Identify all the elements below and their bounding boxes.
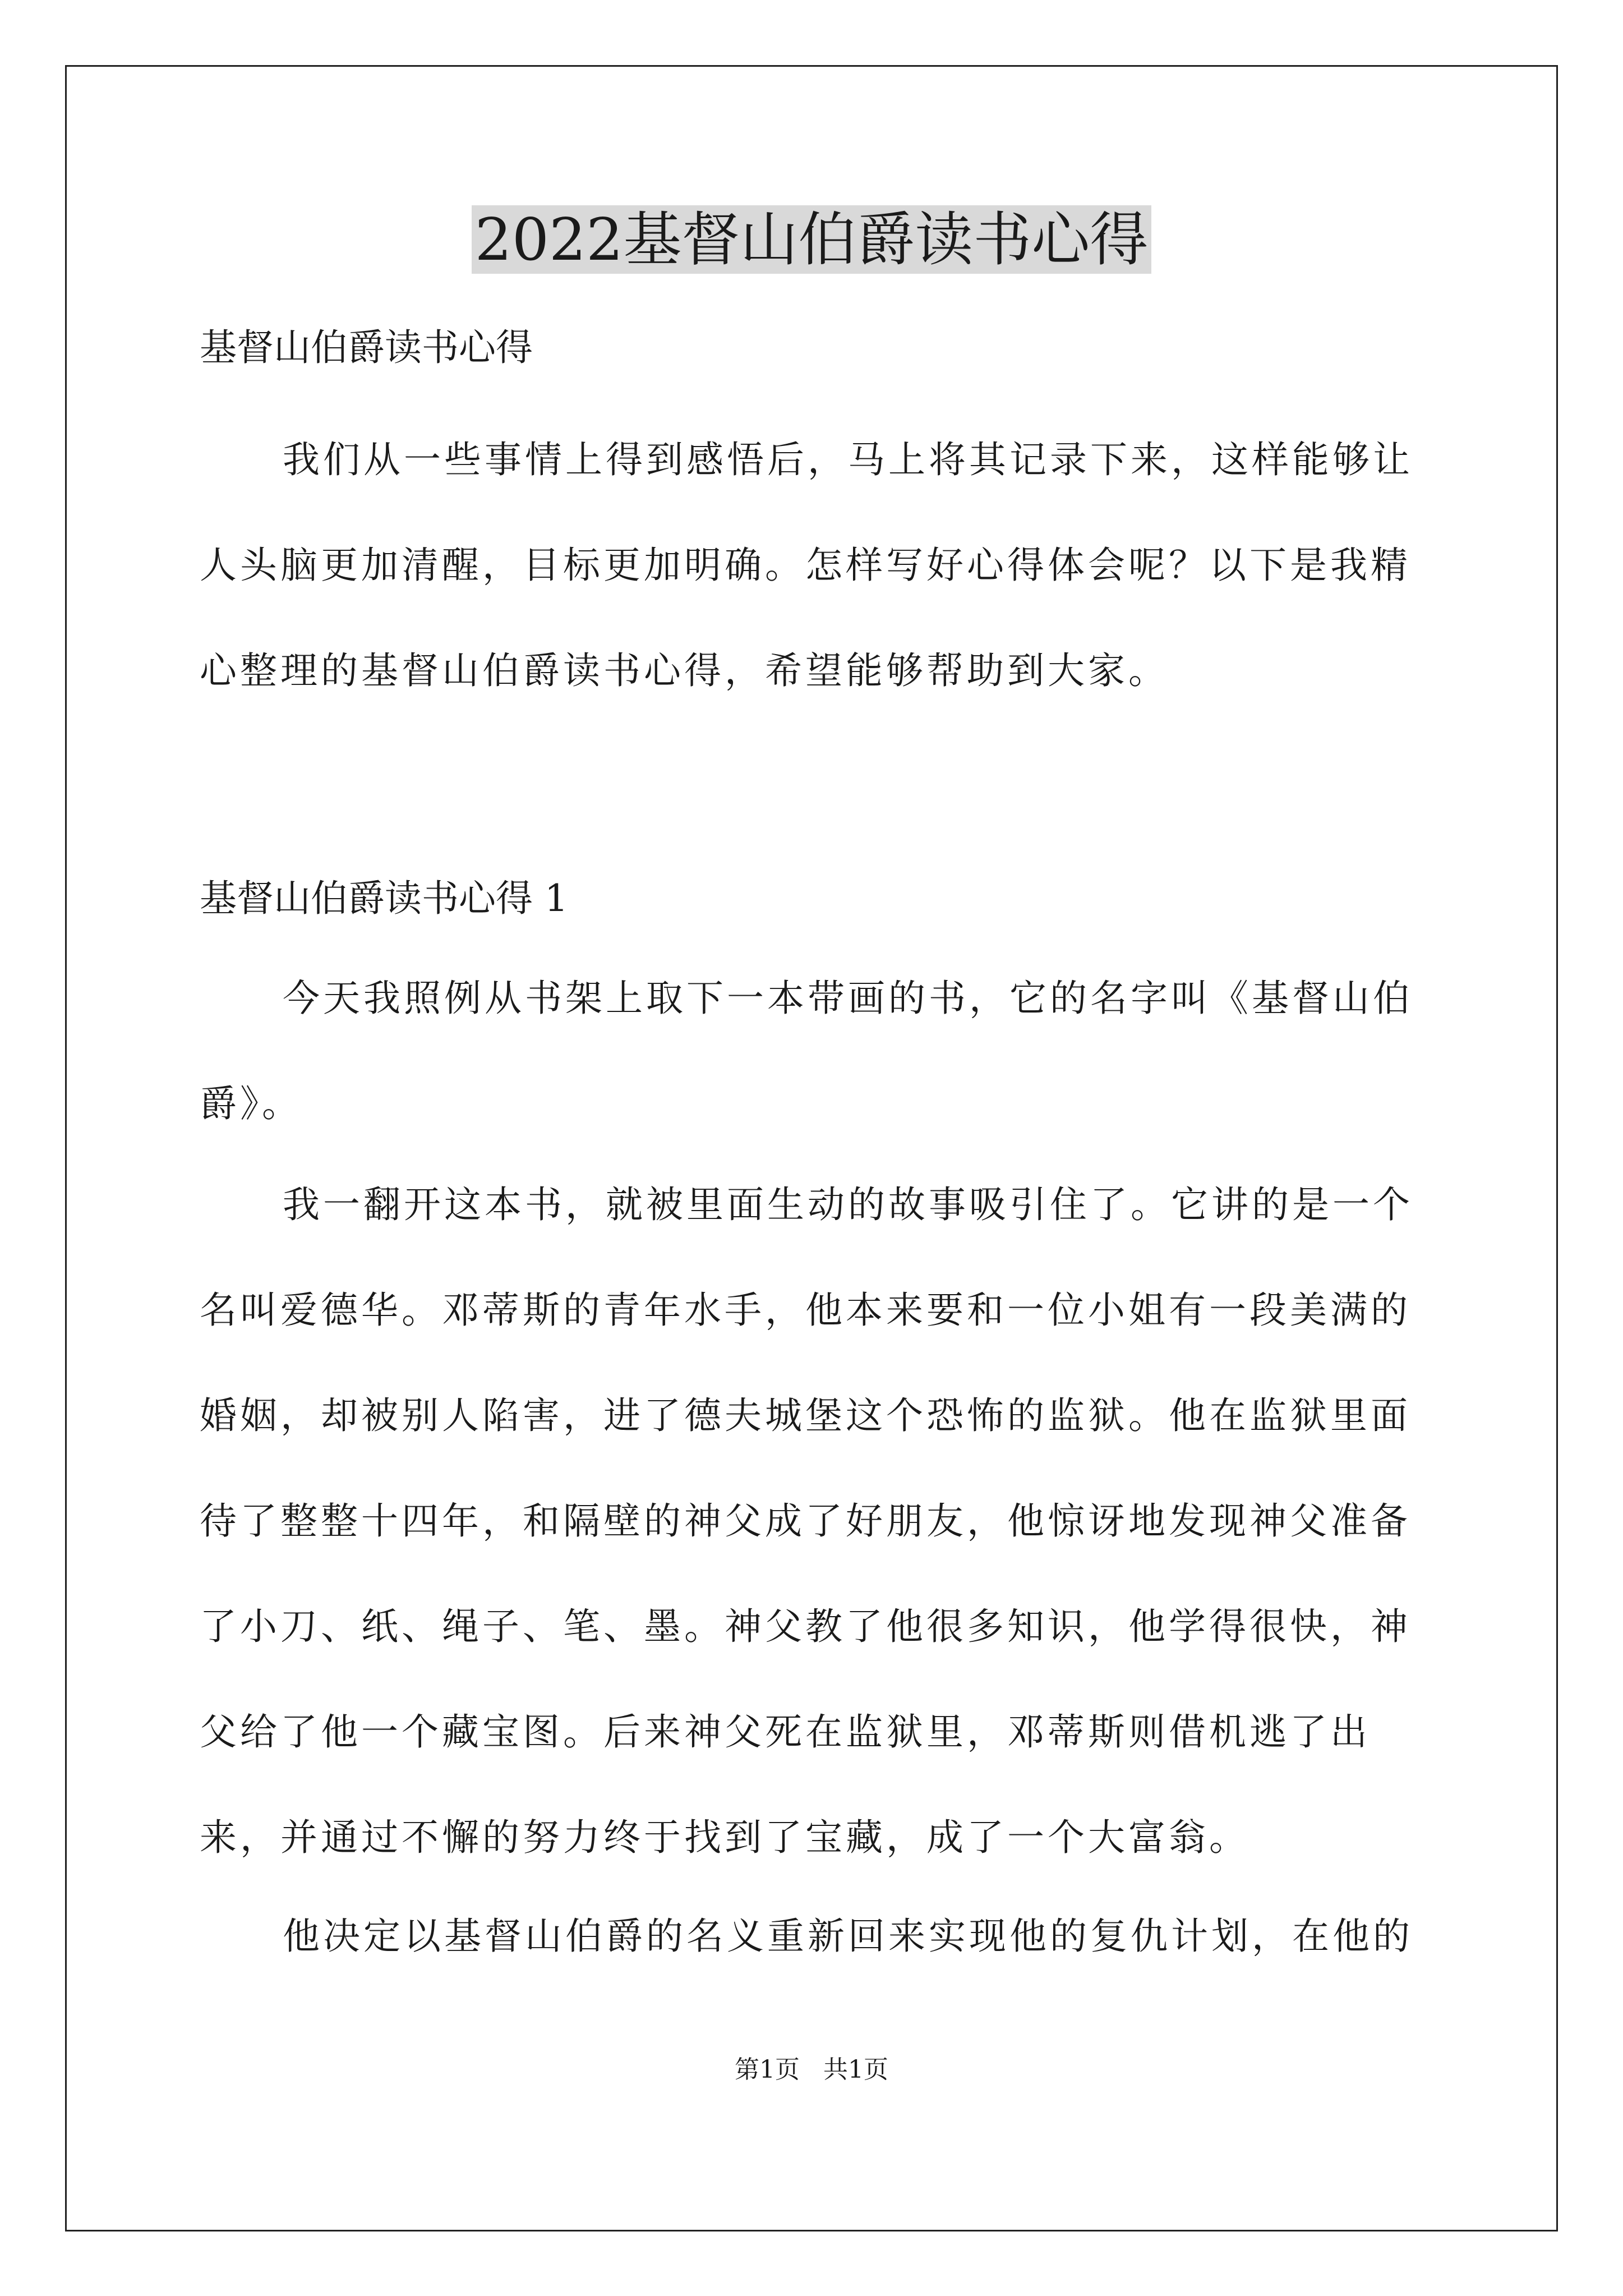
document-subtitle: 基督山伯爵读书心得 [200,326,533,369]
intro-paragraph: 我们从一些事情上得到感悟后，马上将其记录下来，这样能够让人头脑更加清醒，目标更加明确。怎样写好心得体会呢？以下是我精心整理的基督山伯爵读书心得，希望能够帮助到大家。 [200,438,1413,692]
body-paragraph: 今天我照例从书架上取下一本带画的书，它的名字叫《基督山伯爵》。 [200,977,1413,1125]
body-paragraph: 他决定以基督山伯爵的名义重新回来实现他的复仇计划，在他的 [283,1915,1413,1958]
document-body [200,303,1439,2070]
document-title [0,197,1623,282]
body-paragraph: 我一翻开这本书，就被里面生动的故事吸引住了。它讲的是一个名叫爱德华。邓蒂斯的青年水手，他本来要和一位小姐有一段美满的婚姻，却被别人陷害，进了德夫城堡这个恐怖的监狱。他在监狱里面待了整整十四年，和隔壁的神父成了好朋友，他惊讶地发现神父准备了小刀、纸、绳子、笔、墨。神父教了他很多知识，他学得很快，神父给了他一个藏宝图。后来神父死在监狱里，邓蒂斯则借机逃了出来，并通过不懈的努力终于找到了宝藏，成了一个大富翁。 [200,1183,1413,1859]
section-heading: 基督山伯爵读书心得 1 [200,877,568,920]
document-title-text: 2022基督山伯爵读书心得 [472,205,1152,274]
page-footer: 第1页 共1页 [735,2055,888,2084]
